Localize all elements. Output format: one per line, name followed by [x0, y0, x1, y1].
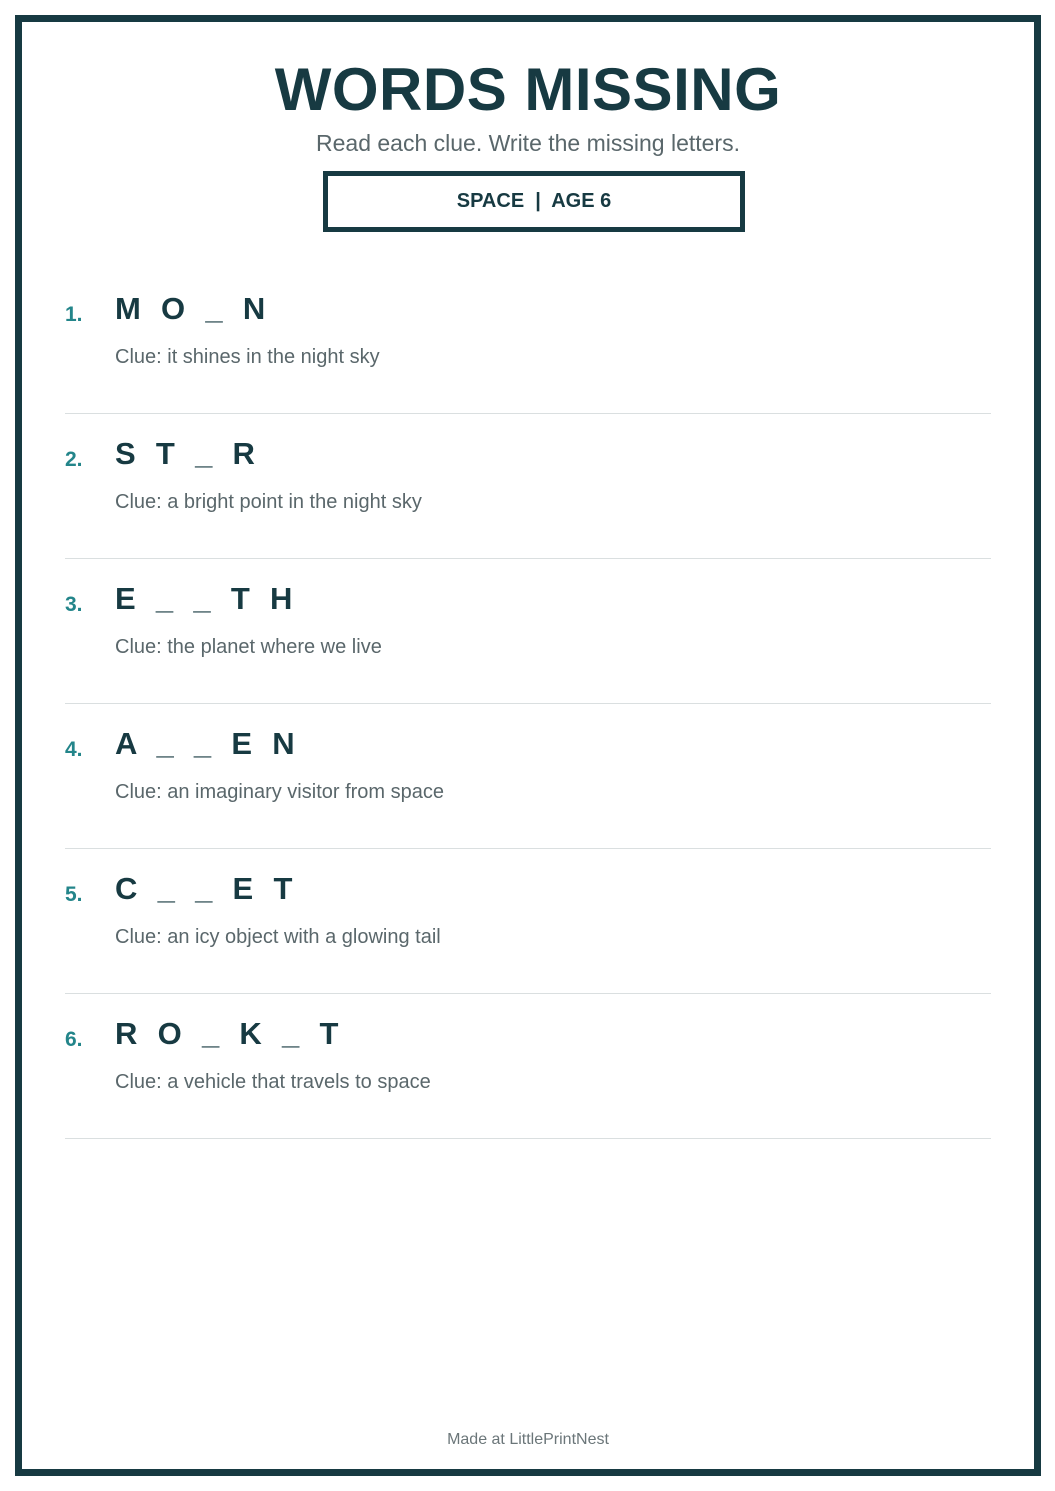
page-title: WORDS MISSING	[274, 56, 782, 123]
puzzle-item-3	[65, 559, 991, 704]
missing-letters-word: M O _ N	[115, 291, 267, 326]
clue-text: Clue: an icy object with a glowing tail	[115, 926, 441, 948]
instructions: Read each clue. Write the missing letters.	[316, 130, 740, 156]
page-border	[15, 15, 1041, 1476]
puzzle-item-5	[65, 849, 991, 994]
item-number: 4.	[65, 738, 83, 761]
missing-letters-word: C _ _ E T	[115, 871, 294, 906]
puzzle-item-2	[65, 414, 991, 559]
item-number: 6.	[65, 1028, 83, 1051]
puzzle-list	[65, 269, 991, 1139]
clue-text: Clue: the planet where we live	[115, 636, 382, 658]
missing-letters-word: E _ _ T H	[115, 581, 294, 616]
item-number: 2.	[65, 448, 83, 471]
clue-text: Clue: an imaginary visitor from space	[115, 781, 445, 803]
puzzle-item-4	[65, 704, 991, 849]
footer-credit: Made at LittlePrintNest	[447, 1431, 609, 1448]
topic-badge: SPACE | AGE 6	[323, 171, 745, 232]
puzzle-item-6	[65, 994, 991, 1139]
clue-text: Clue: a bright point in the night sky	[115, 491, 422, 513]
missing-letters-word: A _ _ E N	[115, 726, 296, 761]
item-number: 1.	[65, 303, 83, 326]
clue-text: Clue: it shines in the night sky	[115, 346, 380, 368]
missing-letters-word: S T _ R	[115, 436, 256, 471]
puzzle-item-1	[65, 269, 991, 414]
clue-text: Clue: a vehicle that travels to space	[115, 1071, 431, 1093]
item-number: 3.	[65, 593, 83, 616]
item-number: 5.	[65, 883, 83, 906]
missing-letters-word: R O _ K _ T	[115, 1016, 340, 1051]
